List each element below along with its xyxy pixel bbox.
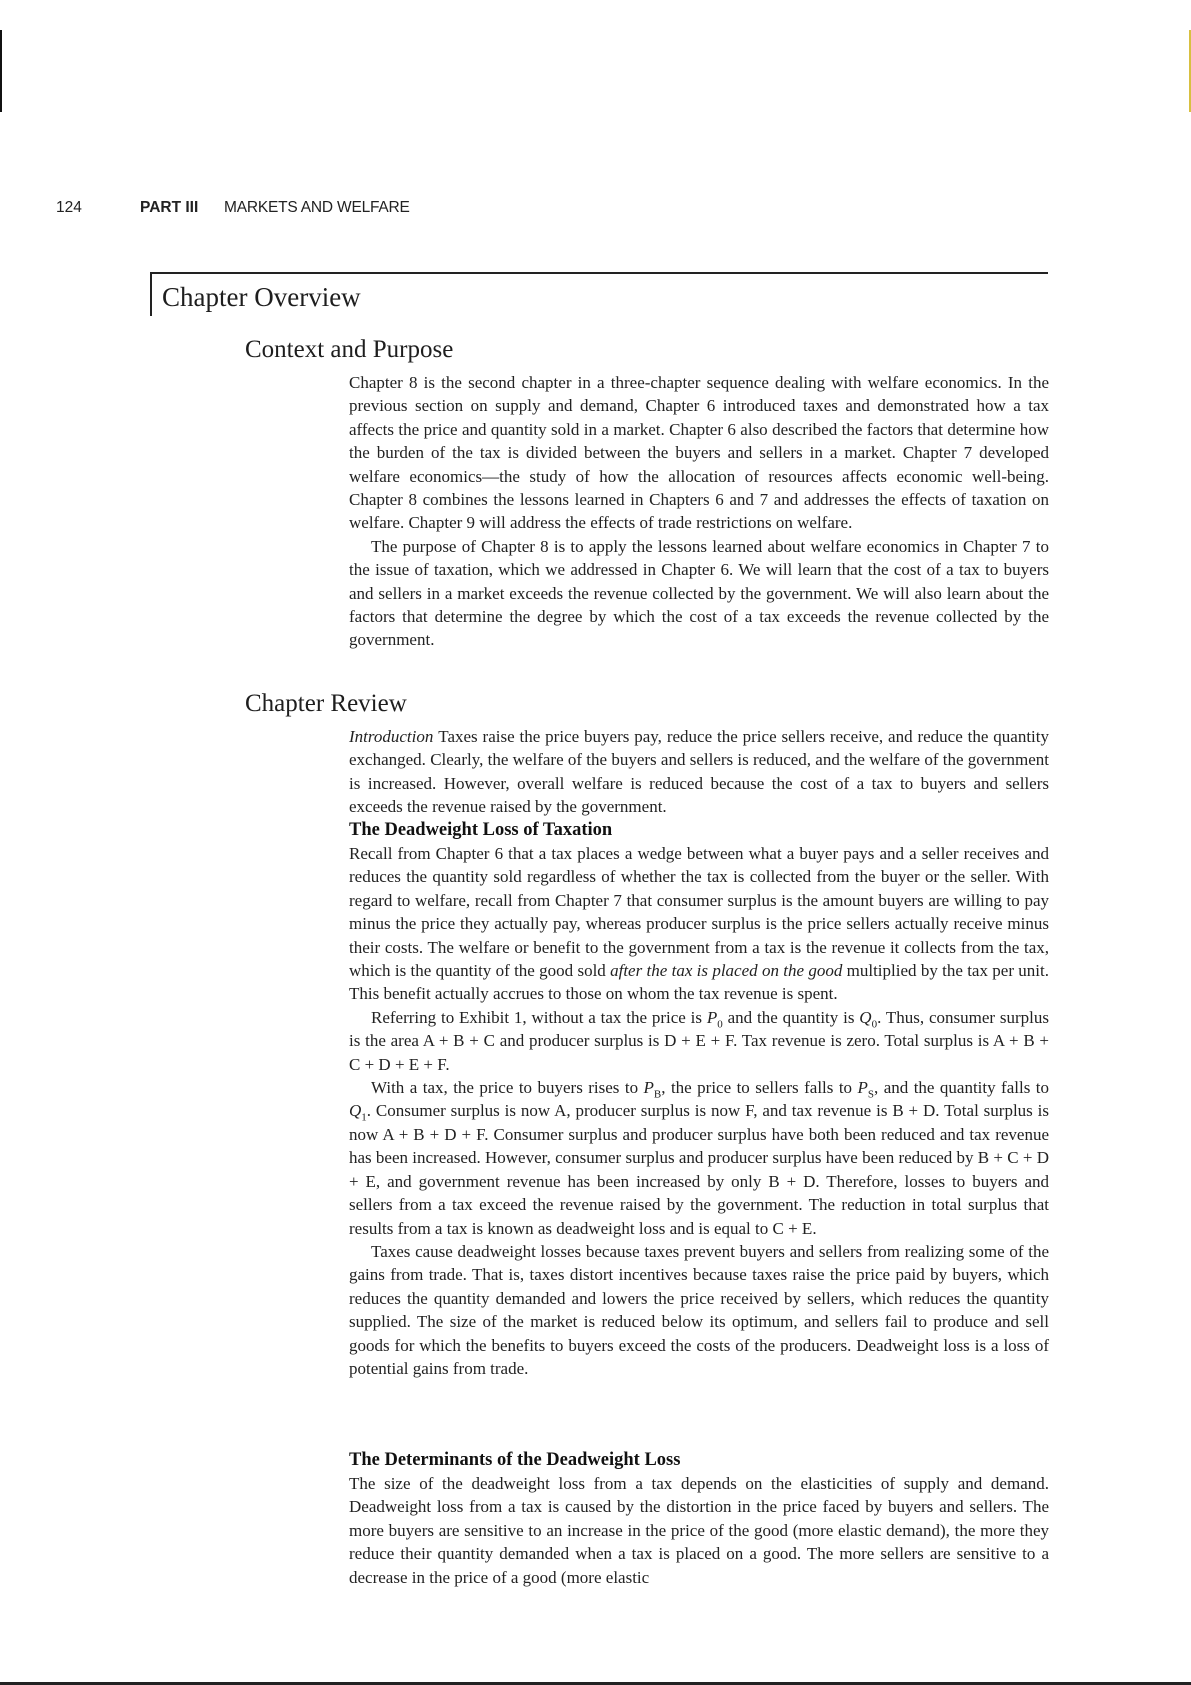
part-label: PART III <box>140 199 199 216</box>
intro-text: Taxes raise the price buyers pay, reduce the price sellers receive, and reduce the quantity exchanged. Clearly, the welfare of the buyers and sellers is reduced, and the welfare of the government is increased. However, overall welfare is reduced because the cost of a tax to buyers and sellers exceeds the revenue raised by the government. <box>349 727 1049 817</box>
text-run: Recall from Chapter 6 that a tax places a wedge between what a buyer pays and a seller receives and reduces the quantity sold regardless of whether the tax is collected from the buyer or the seller. With regard to welfare, recall from Chapter 7 that consumer surplus is the amount buyers are willing to pay minus the price they actually pay, whereas producer surplus is the price sellers actually receive minus their costs. The welfare or benefit to the government from a tax is the revenue it collects from the tax, which is the quantity of the good sold <box>349 844 1049 981</box>
deadweight-heading: The Deadweight Loss of Taxation <box>349 820 613 840</box>
math-symbol: P <box>643 1078 654 1098</box>
text-run: . Consumer surplus is now A, producer surplus is now F, and tax revenue is B + D. Total surplus is now A + B + D + F. Consumer surplus and producer surplus have both been reduced and tax revenue has been increased. However, consumer surplus and producer surplus have been reduced by B + C + D + E, and government revenue has been increased by only B + D. Therefore, losses to buyers and sellers from a tax exceed the revenue raised by the government. The reduction in total surplus that results from a tax is known as deadweight loss and is equal to C + E. <box>349 1101 1049 1238</box>
scan-edge-left <box>0 30 2 112</box>
part-title: MARKETS AND WELFARE <box>224 199 410 216</box>
context-body <box>349 371 1049 652</box>
context-heading: Context and Purpose <box>245 336 454 363</box>
overview-tick <box>150 272 152 316</box>
math-symbol: P <box>706 1007 718 1027</box>
deadweight-paragraph-2 <box>349 1006 1049 1076</box>
running-head <box>0 199 1191 221</box>
text-run: Referring to Exhibit 1, without a tax the price is <box>371 1007 707 1027</box>
text-run: , and the quantity falls to <box>874 1078 1049 1098</box>
math-symbol: Q <box>859 1007 872 1027</box>
deadweight-paragraph-4: Taxes cause deadweight losses because taxes prevent buyers and sellers from realizing some of the gains from trade. That is, taxes distort incentives because taxes raise the price paid by buyers, which reduces the quantity demanded and lowers the price received by sellers, which reduces the quantity supplied. The size of the market is reduced below its optimum, and sellers fail to produce and sell goods for which the benefits to buyers exceed the costs of the producers. Deadweight loss is a loss of potential gains from trade. <box>349 1241 1049 1378</box>
determinants-section <box>349 1448 1049 1589</box>
deadweight-paragraph-3 <box>349 1076 1049 1240</box>
text-run: multiplied by the tax per unit. This benefit actually accrues to those on whom the tax revenue is spent. <box>349 961 1049 1004</box>
math-subscript: 0 <box>871 1018 878 1031</box>
emphasis-run: after the tax is placed on the good <box>610 961 843 981</box>
page-number: 124 <box>56 199 82 216</box>
intro-paragraph <box>349 725 1049 819</box>
math-symbol: P <box>857 1078 868 1098</box>
review-heading: Chapter Review <box>245 690 407 717</box>
text-run: , the price to sellers falls to <box>661 1078 858 1098</box>
intro-body <box>349 725 1049 819</box>
math-subscript: S <box>867 1088 875 1101</box>
context-paragraph-1: Chapter 8 is the second chapter in a three-chapter sequence dealing with welfare economics. In the previous section on supply and demand, Chapter 6 introduced taxes and demonstrated how a tax affects the price and quantity sold in a market. Chapter 6 also described the factors that determine how the burden of the tax is divided between the buyers and sellers in a market. Chapter 7 developed welfare economics—the study of how the allocation of resources affects economic well-being. Chapter 8 combines the lessons learned in Chapters 6 and 7 and addresses the effects of taxation on welfare. Chapter 9 will address the effects of trade restrictions on welfare. <box>349 373 1049 533</box>
text-run: . Thus, consumer surplus is the area A + B + C and producer surplus is D + E + F. Tax revenue is zero. Total surplus is A + B + C + D + E + F. <box>349 1007 1049 1074</box>
deadweight-paragraph-1 <box>349 842 1049 1006</box>
determinants-paragraph-1: The size of the deadweight loss from a tax depends on the elasticities of supply and demand. Deadweight loss from a tax is caused by the distortion in the price faced by buyers and sellers. The more buyers are sensitive to an increase in the price of the good (more elastic demand), the more they reduce their quantity demanded when a tax is placed on a good. The more sellers are sensitive to a decrease in the price of a good (more elastic <box>349 1474 1049 1587</box>
chapter-overview-title: Chapter Overview <box>162 282 361 312</box>
math-symbol: Q <box>349 1101 362 1121</box>
math-subscript: 1 <box>361 1111 367 1124</box>
deadweight-section <box>349 818 1049 1380</box>
determinants-heading: The Determinants of the Deadweight Loss <box>349 1450 681 1470</box>
overview-rule <box>150 272 1048 274</box>
text-run: and the quantity is <box>722 1007 860 1027</box>
text-run: With a tax, the price to buyers rises to <box>371 1078 644 1098</box>
math-subscript: 0 <box>717 1018 723 1031</box>
intro-lead-in: Introduction <box>349 727 434 746</box>
context-paragraph-2: The purpose of Chapter 8 is to apply the lessons learned about welfare economics in Chapter 7 to the issue of taxation, which we addressed in Chapter 6. We will learn that the cost of a tax to buyers and sellers in a market exceeds the revenue collected by the government. We will also learn about the factors that determine the degree by which the cost of a tax exceeds the revenue collected by the government. <box>349 536 1049 650</box>
math-subscript: B <box>653 1088 662 1101</box>
